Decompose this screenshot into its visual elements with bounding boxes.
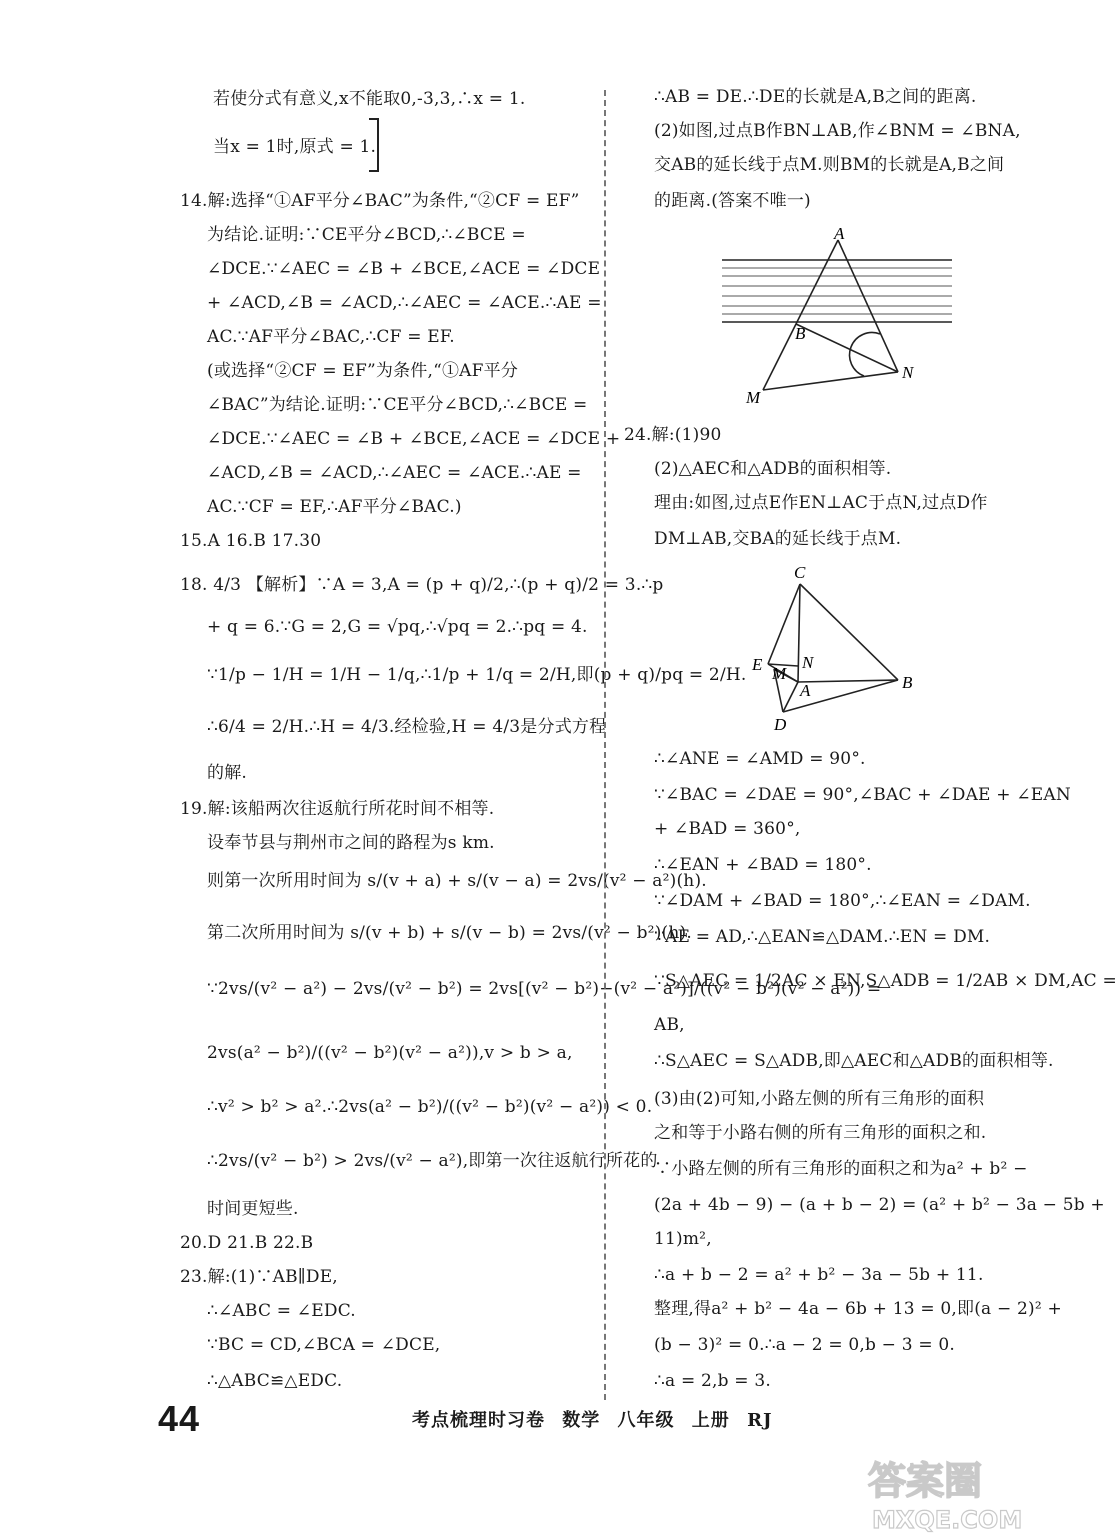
text-line: 11)m²,: [654, 1229, 712, 1249]
text-line: 18. 4/3 【解析】∵A = 3,A = (p + q)/2,∴(p + q)/2 = 3.∴p: [180, 575, 664, 595]
text-line: AC.∵CF = EF,∴AF平分∠BAC.): [207, 497, 462, 517]
text-line: (b − 3)² = 0.∴a − 2 = 0,b − 3 = 0.: [654, 1335, 956, 1355]
text-line: 则第一次所用时间为 s/(v + a) + s/(v − a) = 2vs/(v² − a²)(h).: [207, 871, 707, 891]
text-line: (3)由(2)可知,小路左侧的所有三角形的面积: [654, 1089, 985, 1109]
text-line: ∵∠DAM + ∠BAD = 180°,∴∠EAN = ∠DAM.: [654, 891, 1031, 911]
text-line: 第二次所用时间为 s/(v + b) + s/(v − b) = 2vs/(v² − b²)(h).: [207, 923, 692, 943]
figure2-label-B: B: [902, 673, 913, 692]
text-line: ∴∠ABC = ∠EDC.: [207, 1301, 356, 1321]
figure2-label-M: M: [772, 664, 787, 683]
figure1-label-M: M: [746, 388, 761, 407]
text-line: 的解.: [207, 763, 248, 783]
text-line: AB,: [654, 1015, 685, 1035]
text-line: ∴△ABC≌△EDC.: [207, 1371, 343, 1391]
text-line: 时间更短些.: [207, 1199, 299, 1219]
text-line: ∠ACD,∠B = ∠ACD,∴∠AEC = ∠ACE.∴AE =: [207, 463, 582, 483]
text-line: + q = 6.∵G = 2,G = √pq,∴√pq = 2.∴pq = 4.: [207, 617, 588, 637]
text-line: ∵BC = CD,∠BCA = ∠DCE,: [207, 1335, 441, 1355]
text-line: 15.A 16.B 17.30: [180, 531, 322, 551]
text-line: ∴a + b − 2 = a² + b² − 3a − 5b + 11.: [654, 1265, 984, 1285]
text-line: 当x = 1时,原式 = 1.: [213, 137, 377, 157]
figure1-label-B: B: [795, 324, 806, 343]
text-line: ∴AB = DE.∴DE的长就是A,B之间的距离.: [654, 87, 977, 107]
text-line: ∴∠ANE = ∠AMD = 90°.: [654, 749, 866, 769]
text-line: ∠BAC”为结论.证明:∵CE平分∠BCD,∴∠BCE =: [207, 395, 588, 415]
text-line: ∵小路左侧的所有三角形的面积之和为a² + b² −: [654, 1159, 1028, 1179]
figure2-label-C: C: [794, 563, 806, 582]
text-line: (2)△AEC和△ADB的面积相等.: [654, 459, 892, 479]
figure2-label-E: E: [752, 655, 763, 674]
text-line: 为结论.证明:∵CE平分∠BCD,∴∠BCE =: [207, 225, 526, 245]
text-line: ∵AE = AD,∴△EAN≌△DAM.∴EN = DM.: [654, 927, 991, 947]
page-number: 44: [158, 1398, 201, 1439]
text-line: (2a + 4b − 9) − (a + b − 2) = (a² + b² − 3a − 5b +: [654, 1195, 1105, 1215]
text-line: ∵2vs/(v² − a²) − 2vs/(v² − b²) = 2vs[(v² − b²)−(v² − a²)]/((v² − b²)(v² − a²)) =: [207, 979, 882, 999]
book-title: 考点梳理时习卷 数学 八年级 上册 RJ: [412, 1410, 773, 1431]
text-line: ∵∠BAC = ∠DAE = 90°,∠BAC + ∠DAE + ∠EAN: [654, 785, 1071, 805]
watermark-logo: [862, 1452, 1042, 1534]
text-line: ∠DCE.∵∠AEC = ∠B + ∠BCE,∠ACE = ∠DCE +: [207, 429, 621, 449]
text-line: ∴∠EAN + ∠BAD = 180°.: [654, 855, 872, 875]
text-line: 20.D 21.B 22.B: [180, 1233, 314, 1253]
column-divider: [604, 90, 606, 1400]
text-line: ∴a = 2,b = 3.: [654, 1371, 771, 1391]
text-line: DM⊥AB,交BA的延长线于点M.: [654, 529, 902, 549]
text-line: ∠DCE.∵∠AEC = ∠B + ∠BCE,∠ACE = ∠DCE: [207, 259, 601, 279]
text-line: 14.解:选择“①AF平分∠BAC”为条件,“②CF = EF”: [180, 191, 580, 211]
figure-triangles: [748, 562, 928, 737]
text-line: ∵S△AEC = 1/2AC × EN,S△ADB = 1/2AB × DM,AC =: [654, 971, 1117, 991]
text-line: 之和等于小路右侧的所有三角形的面积之和.: [654, 1123, 987, 1143]
figure2-label-D: D: [774, 715, 787, 734]
text-line: ∵1/p − 1/H = 1/H − 1/q,∴1/p + 1/q = 2/H,即(p + q)/pq = 2/H.: [207, 665, 747, 685]
text-line: ∴6/4 = 2/H.∴H = 4/3.经检验,H = 4/3是分式方程: [207, 717, 607, 737]
text-line: + ∠ACD,∠B = ∠ACD,∴∠AEC = ∠ACE.∴AE =: [207, 293, 602, 313]
text-line: ∴v² > b² > a².∴2vs(a² − b²)/((v² − b²)(v² − a²)) < 0.: [207, 1097, 653, 1117]
svg-text:答案圈: 答案圈: [868, 1459, 983, 1503]
text-line: 设奉节县与荆州市之间的路程为s km.: [207, 833, 495, 853]
text-line: 理由:如图,过点E作EN⊥AC于点N,过点D作: [654, 493, 988, 513]
bracket-mark: [369, 118, 379, 172]
figure1-label-A: A: [834, 224, 845, 243]
text-line: (或选择“②CF = EF”为条件,“①AF平分: [207, 361, 519, 381]
text-line: ∴S△AEC = S△ADB,即△AEC和△ADB的面积相等.: [654, 1051, 1054, 1071]
figure2-label-N: N: [802, 653, 814, 672]
text-line: + ∠BAD = 360°,: [654, 819, 801, 839]
text-line: 23.解:(1)∵AB∥DE,: [180, 1267, 338, 1287]
text-line: 交AB的延长线于点M.则BM的长就是A,B之间: [654, 155, 1005, 175]
text-line: 19.解:该船两次往返航行所花时间不相等.: [180, 799, 495, 819]
text-line: AC.∵AF平分∠BAC,∴CF = EF.: [207, 327, 455, 347]
text-line: (2)如图,过点B作BN⊥AB,作∠BNM = ∠BNA,: [654, 121, 1021, 141]
text-line: 整理,得a² + b² − 4a − 6b + 13 = 0,即(a − 2)² +: [654, 1299, 1062, 1319]
figure1-label-N: N: [902, 363, 914, 382]
text-line: 若使分式有意义,x不能取0,-3,3,∴x = 1.: [213, 89, 526, 109]
figure2-label-A: A: [800, 681, 811, 700]
text-line: 的距离.(答案不唯一): [654, 191, 811, 211]
text-line: 2vs(a² − b²)/((v² − b²)(v² − a²)),v > b > a,: [207, 1043, 573, 1063]
text-line: ∴2vs/(v² − b²) > 2vs/(v² − a²),即第一次往返航行所花的: [207, 1151, 658, 1171]
svg-text:MXQE.COM: MXQE.COM: [872, 1506, 1023, 1534]
text-line: 24.解:(1)90: [624, 425, 722, 445]
figure-river-triangle: [718, 226, 958, 416]
